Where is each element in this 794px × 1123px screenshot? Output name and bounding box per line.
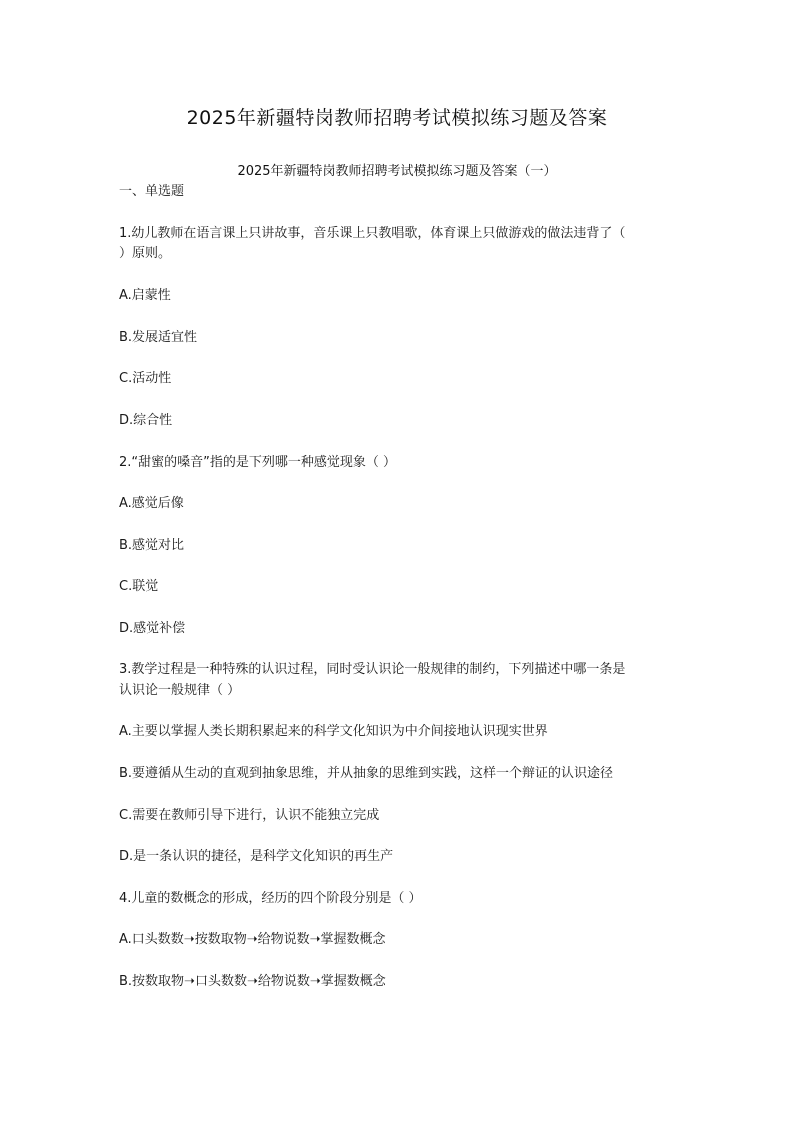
question-1-option-d: D.综合性 xyxy=(119,413,173,428)
question-2-option-a: A.感觉后像 xyxy=(119,496,184,511)
section-heading: 一、单选题 xyxy=(119,184,185,199)
question-4-option-a: A.口头数数➝按数取物➝给物说数➝掌握数概念 xyxy=(119,932,386,947)
document-title: 2025年新疆特岗教师招聘考试模拟练习题及答案 xyxy=(186,107,608,129)
question-3-option-c: C.需要在教师引导下进行，认识不能独立完成 xyxy=(119,808,380,823)
question-4-option-b: B.按数取物➝口头数数➝给物说数➝掌握数概念 xyxy=(119,974,386,989)
question-1-stem-cont: ）原则。 xyxy=(119,246,172,261)
question-1-option-a: A.启蒙性 xyxy=(119,288,171,303)
question-3-stem-cont: 认识论一般规律（ ） xyxy=(119,683,241,698)
question-2-option-d: D.感觉补偿 xyxy=(119,621,186,636)
question-4-stem: 4.儿童的数概念的形成，经历的四个阶段分别是（ ） xyxy=(119,891,422,906)
question-3-stem: 3.教学过程是一种特殊的认识过程，同时受认识论一般规律的制约，下列描述中哪一条是 xyxy=(119,662,626,677)
question-2-stem: 2.“甜蜜的嗓音”指的是下列哪一种感觉现象（ ） xyxy=(119,455,397,470)
question-3-option-b: B.要遵循从生动的直观到抽象思维，并从抽象的思维到实践，这样一个辩证的认识途径 xyxy=(119,766,614,781)
question-1-stem: 1.幼儿教师在语言课上只讲故事，音乐课上只教唱歌，体育课上只做游戏的做法违背了（ xyxy=(119,226,626,241)
question-2-option-b: B.感觉对比 xyxy=(119,538,185,553)
question-3-option-d: D.是一条认识的捷径，是科学文化知识的再生产 xyxy=(119,849,394,864)
question-3-option-a: A.主要以掌握人类长期积累起来的科学文化知识为中介间接地认识现实世界 xyxy=(119,724,548,739)
document-subtitle: 2025年新疆特岗教师招聘考试模拟练习题及答案（一） xyxy=(237,164,557,179)
question-1-option-b: B.发展适宜性 xyxy=(119,330,198,345)
question-2-option-c: C.联觉 xyxy=(119,579,159,594)
question-1-option-c: C.活动性 xyxy=(119,371,172,386)
